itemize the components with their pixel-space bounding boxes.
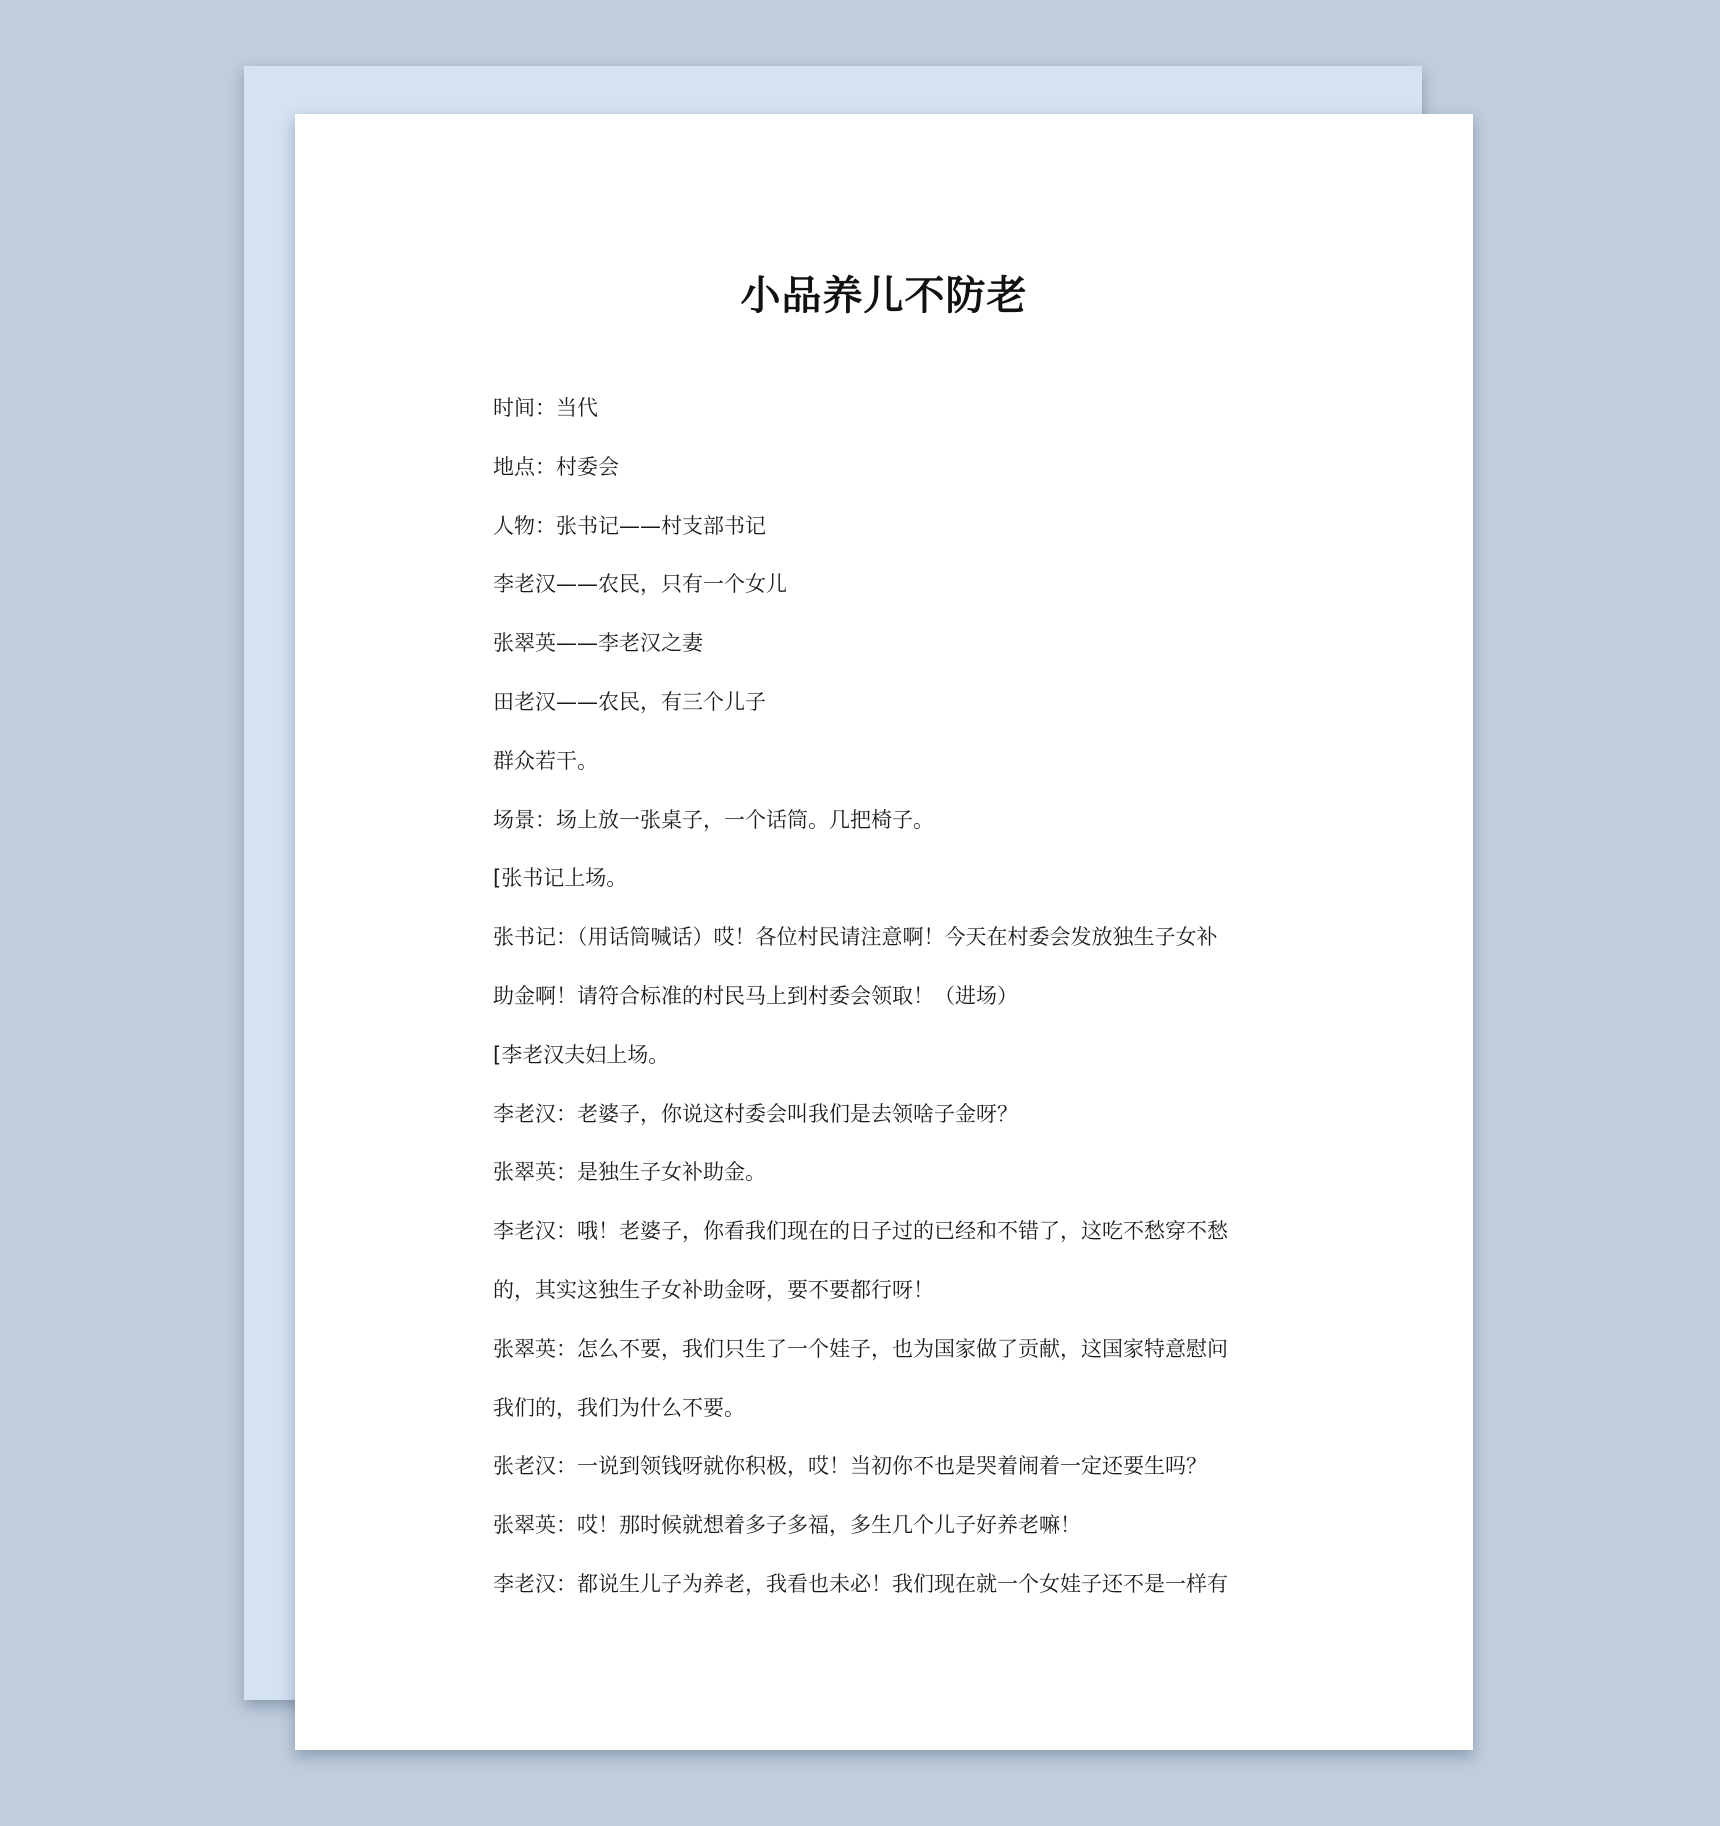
- stage-direction: [张书记上场。: [493, 866, 628, 891]
- dialogue-line: 张翠英：怎么不要，我们只生了一个娃子，也为国家做了贡献，这国家特意慰问: [493, 1336, 1228, 1361]
- dialogue-line: 张翠英：是独生子女补助金。: [493, 1160, 766, 1185]
- stage-direction: [李老汉夫妇上场。: [493, 1042, 670, 1067]
- dialogue-line: 张老汉：一说到领钱呀就你积极，哎！当初你不也是哭着闹着一定还要生吗？: [493, 1454, 1207, 1479]
- dialogue-line: 李老汉：老婆子，你说这村委会叫我们是去领啥子金呀？: [493, 1101, 1018, 1126]
- text-line-character-li: 李老汉——农民，只有一个女儿: [493, 572, 787, 597]
- text-line-time: 时间：当代: [493, 396, 598, 420]
- text-line-character-tian: 田老汉——农民，有三个儿子: [493, 689, 766, 714]
- dialogue-line: 张翠英：哎！那时候就想着多子多福，多生几个儿子好养老嘛！: [493, 1513, 1081, 1538]
- dialogue-line: 的，其实这独生子女补助金呀，要不要都行呀！: [493, 1277, 934, 1302]
- text-line-scene: 场景：场上放一张桌子，一个话筒。几把椅子。: [493, 807, 934, 832]
- text-line-crowd: 群众若干。: [493, 748, 598, 773]
- document-body: [493, 379, 1283, 1614]
- text-line-character-zhang: 张翠英——李老汉之妻: [493, 631, 703, 656]
- document-title: 小品养儿不防老: [740, 273, 1028, 319]
- text-line-characters: 人物：张书记——村支部书记: [493, 513, 766, 538]
- text-line-place: 地点：村委会: [493, 454, 619, 479]
- dialogue-line: 我们的，我们为什么不要。: [493, 1395, 745, 1420]
- dialogue-line: 助金啊！请符合标准的村民马上到村委会领取！（进场）: [493, 983, 1018, 1008]
- dialogue-line: 李老汉：哦！老婆子，你看我们现在的日子过的已经和不错了，这吃不愁穿不愁: [493, 1219, 1228, 1244]
- dialogue-line: 李老汉：都说生儿子为养老，我看也未必！我们现在就一个女娃子还不是一样有: [493, 1571, 1228, 1596]
- dialogue-line: 张书记：（用话筒喊话）哎！各位村民请注意啊！今天在村委会发放独生子女补: [493, 925, 1218, 950]
- document-page: [295, 114, 1473, 1750]
